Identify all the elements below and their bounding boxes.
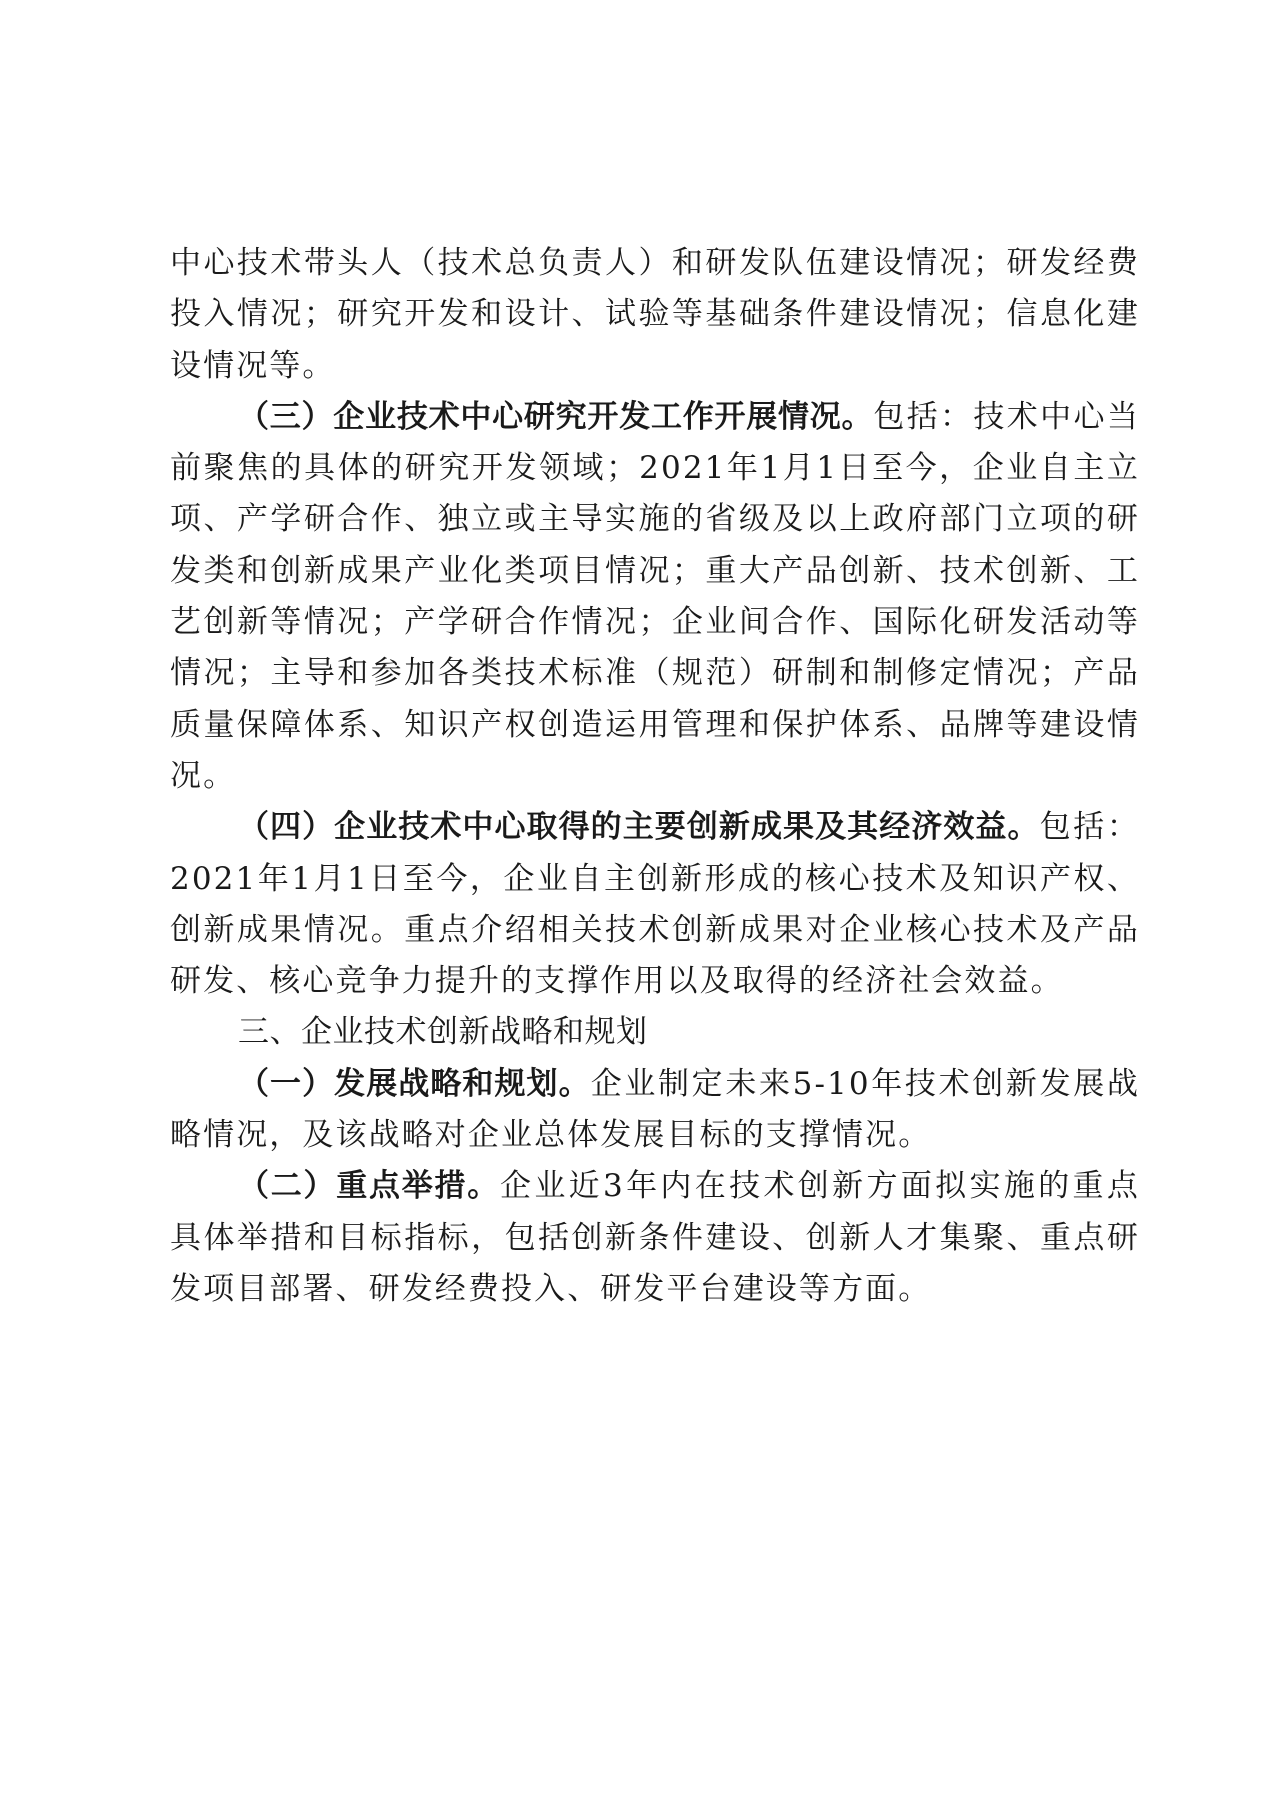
paragraph-text: 中心技术带头人（技术总负责人）和研发队伍建设情况；研发经费投入情况；研究开发和设计、试验等基础条件建设情况；信息化建设情况等。 — [170, 245, 1140, 384]
paragraph-rd-work — [170, 392, 1140, 802]
paragraph-continuation — [170, 238, 1140, 392]
paragraph-text: 企业近3年内在技术创新方面拟实施的重点具体举措和目标指标，包括创新条件建设、创新人才集聚、重点研发项目部署、研发经费投入、研发平台建设等方面。 — [170, 1168, 1141, 1307]
paragraph-achievements — [170, 802, 1140, 1007]
paragraph-text: 企业制定未来5-10年技术创新发展战略情况，及该战略对企业总体发展目标的支撑情况。 — [170, 1065, 1140, 1154]
section-title: 三、企业技术创新战略和规划 — [238, 1014, 648, 1051]
paragraph-heading: （二）重点举措。 — [238, 1168, 500, 1205]
paragraph-heading: （四）企业技术中心取得的主要创新成果及其经济效益。 — [238, 809, 1040, 846]
document-body — [170, 238, 1140, 1315]
paragraph-heading: （三）企业技术中心研究开发工作开展情况。 — [238, 398, 874, 435]
paragraph-measures — [170, 1161, 1140, 1315]
paragraph-heading: （一）发展战略和规划。 — [238, 1065, 591, 1102]
paragraph-text: 包括：技术中心当前聚焦的具体的研究开发领域；2021年1月1日至今，企业自主立项、产学研合作、独立或主导实施的省级及以上政府部门立项的研发类和创新成果产业化类项目情况；重大产品创新、技术创新、工艺创新等情况；产学研合作情况；企业间合作、国际化研发活动等情况；主导和参加各类技术标准（规范）研制和制修定情况；产品质量保障体系、知识产权创造运用管理和保护体系、品牌等建设情况。 — [170, 398, 1140, 794]
paragraph-strategy — [170, 1059, 1140, 1162]
paragraph-text: 包括：2021年1月1日至今，企业自主创新形成的核心技术及知识产权、创新成果情况。重点介绍相关技术创新成果对企业核心技术及产品研发、核心竞争力提升的支撑作用以及取得的经济社会效益。 — [170, 809, 1140, 1000]
